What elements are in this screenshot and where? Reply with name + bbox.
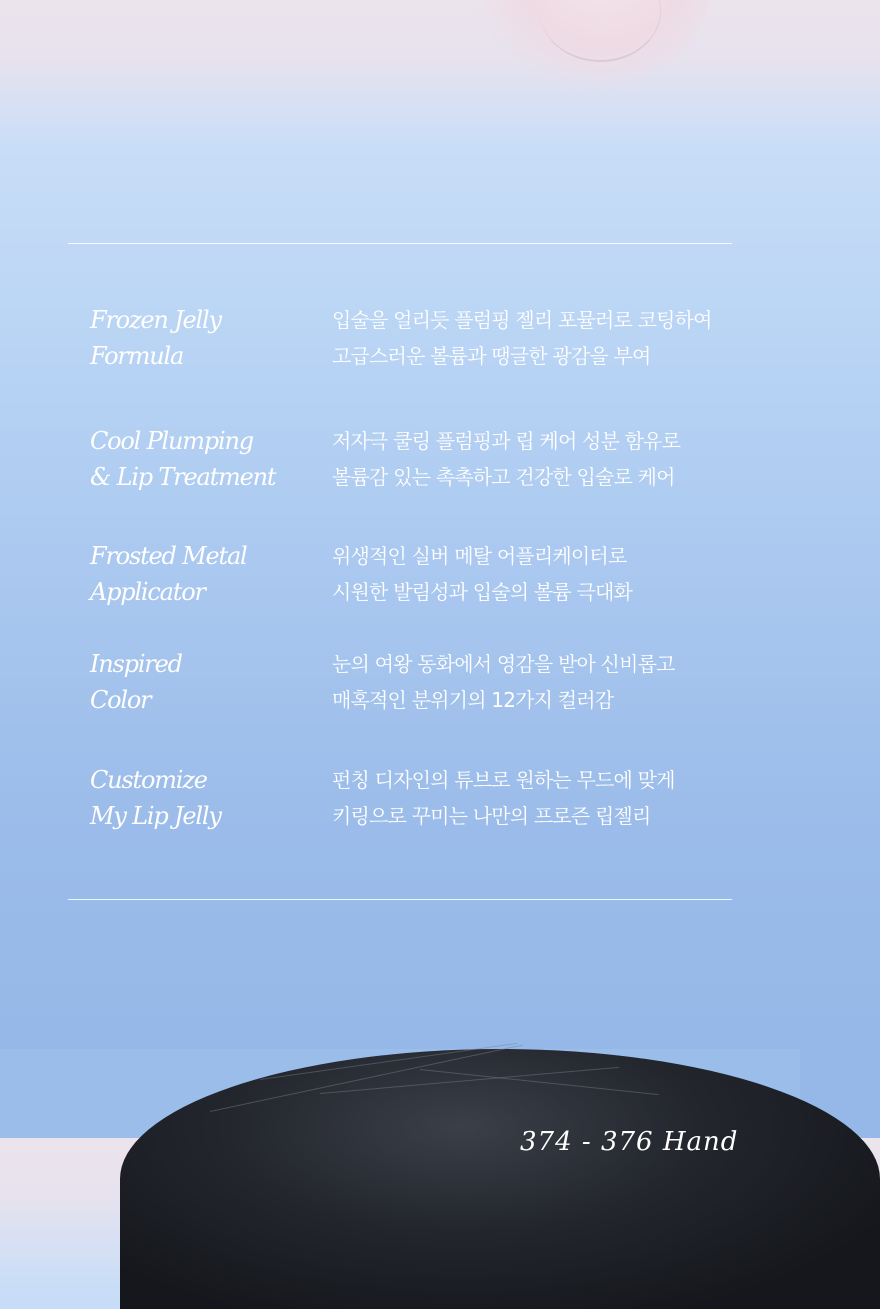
- feature-title-line: Customize: [90, 766, 207, 794]
- feature-cool-plumping: [0, 423, 800, 503]
- feature-title-line: Applicator: [90, 578, 205, 606]
- feature-description: [332, 646, 752, 718]
- hair-highlight: [320, 1067, 619, 1094]
- feature-title: [90, 423, 310, 495]
- feature-title-line: Formula: [90, 342, 184, 370]
- feature-description-line: 저자극 쿨링 플럼핑과 립 케어 성분 함유로: [332, 429, 681, 453]
- feature-description-line: 매혹적인 분위기의 12가지 컬러감: [332, 688, 614, 712]
- feature-title-line: Color: [90, 686, 151, 714]
- feature-description-line: 볼륨감 있는 촉촉하고 건강한 입술로 케어: [332, 465, 675, 489]
- feature-description-line: 시원한 발림성과 입술의 볼륨 극대화: [332, 580, 633, 604]
- feature-title-line: Frozen Jelly: [90, 306, 221, 334]
- feature-customize-lip-jelly: [0, 762, 800, 842]
- bottom-model-photo: [0, 1049, 800, 1157]
- feature-description: [332, 423, 752, 495]
- feature-title-line: & Lip Treatment: [90, 463, 276, 491]
- feature-title-line: Frosted Metal: [90, 542, 247, 570]
- feature-description-line: 펀칭 디자인의 튜브로 원하는 무드에 맞게: [332, 768, 675, 792]
- feature-description-line: 눈의 여왕 동화에서 영감을 받아 신비롭고: [332, 652, 675, 676]
- feature-description: [332, 538, 752, 610]
- feature-description-line: 입술을 얼리듯 플럼핑 젤리 포뮬러로 코팅하여: [332, 308, 712, 332]
- feature-title-line: My Lip Jelly: [90, 802, 221, 830]
- feature-frosted-metal-applicator: [0, 538, 800, 618]
- feature-description-line: 고급스러운 볼륨과 땡글한 광감을 부여: [332, 344, 651, 368]
- feature-title: [90, 538, 310, 610]
- shade-caption: 374 - 376 Hand: [520, 1127, 739, 1157]
- feature-description-line: 위생적인 실버 메탈 어플리케이터로: [332, 544, 627, 568]
- model-hair-image: [120, 1049, 880, 1309]
- feature-title-line: Inspired: [90, 650, 182, 678]
- feature-frozen-jelly-formula: [0, 302, 800, 382]
- feature-description: [332, 302, 752, 374]
- feature-title: [90, 302, 310, 374]
- top-product-photo: [0, 0, 800, 130]
- feature-inspired-color: [0, 646, 800, 726]
- bottom-divider: [68, 899, 732, 900]
- feature-title-line: Cool Plumping: [90, 427, 253, 455]
- top-divider: [68, 243, 732, 244]
- feature-description-line: 키링으로 꾸미는 나만의 프로즌 립젤리: [332, 804, 651, 828]
- hair-highlight: [210, 1044, 523, 1112]
- feature-description: [332, 762, 752, 834]
- feature-title: [90, 646, 310, 718]
- feature-title: [90, 762, 310, 834]
